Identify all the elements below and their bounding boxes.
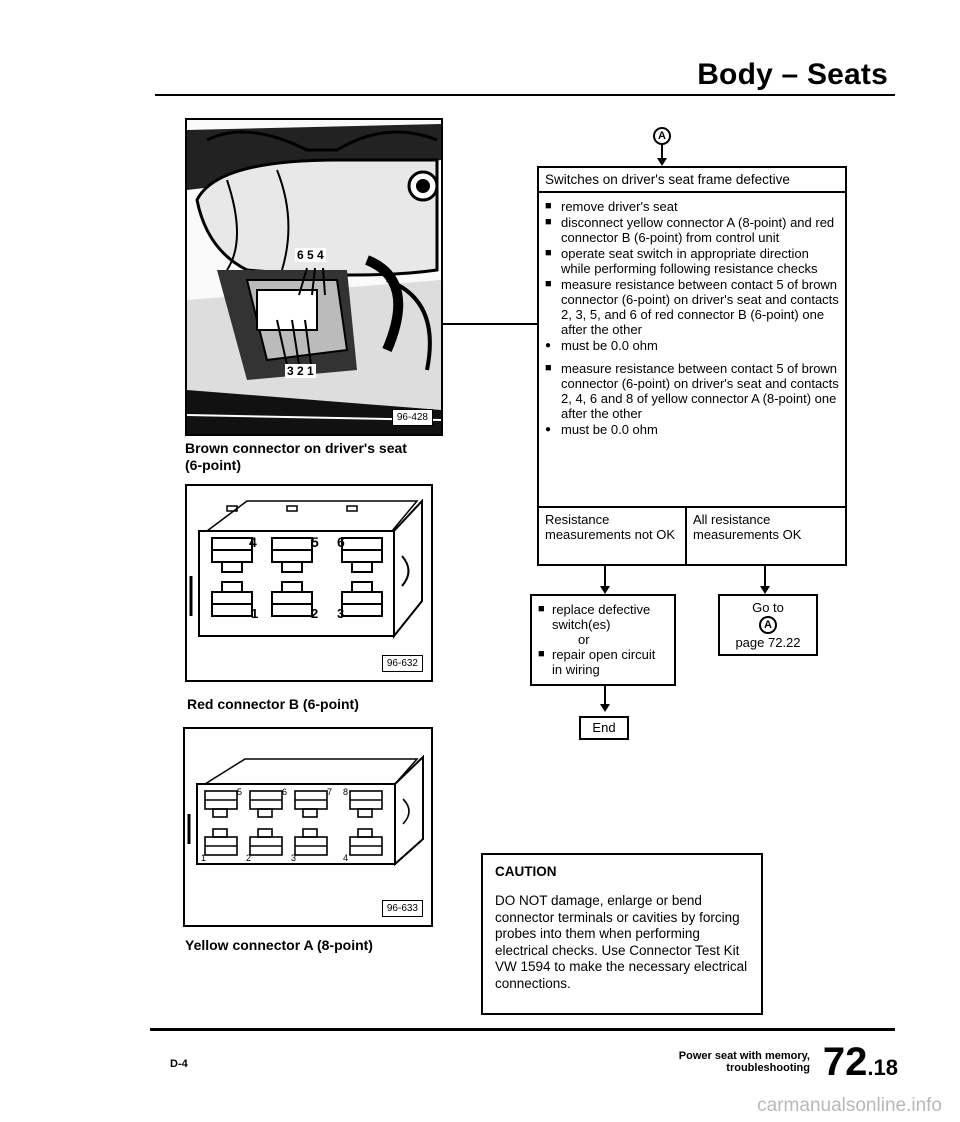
pin-labels-top: 6 5 4 xyxy=(297,248,324,262)
header-rule xyxy=(155,94,895,96)
pin-label: 7 xyxy=(327,787,333,797)
goto-label: Go to xyxy=(752,600,784,615)
goto-box xyxy=(718,594,818,656)
flow-step: ■ operate seat switch in appropriate direction while performing following resistance checks xyxy=(545,246,839,276)
end-box: End xyxy=(579,716,629,740)
footer-code: D-4 xyxy=(170,1058,188,1070)
flow-check-box xyxy=(537,166,847,566)
footer-desc-line: troubleshooting xyxy=(726,1062,810,1074)
action-item-text: replace defective switch(es) xyxy=(552,602,651,632)
figure-caption: Yellow connector A (8-point) xyxy=(185,937,373,953)
flow-connector xyxy=(604,686,606,706)
pin-label: 8 xyxy=(343,787,349,797)
goto-marker: A xyxy=(759,616,777,634)
red-connector-illustration xyxy=(187,486,431,680)
flow-step: ■ remove driver's seat xyxy=(545,199,839,214)
caution-title: CAUTION xyxy=(495,864,557,879)
pin-label: 3 xyxy=(291,853,297,863)
pin-label: 3 xyxy=(337,606,345,621)
flow-start-marker: A xyxy=(653,127,671,145)
flow-connector xyxy=(604,566,606,588)
page-number xyxy=(823,1040,898,1085)
pin-label: 1 xyxy=(201,853,207,863)
flow-connector xyxy=(764,566,766,588)
yellow-connector-illustration xyxy=(185,729,431,925)
flow-step: ■ measure resistance between contact 5 of brown connector (6-point) on driver's seat and contacts 2, 4, 6 and 8 of yellow connector A (8-point) one after the other xyxy=(545,361,839,421)
action-item: ■ replace defective switch(es) xyxy=(538,602,651,632)
footer-description xyxy=(679,1050,810,1074)
action-item-text: repair open circuit in wiring xyxy=(552,647,656,677)
flow-steps xyxy=(539,193,845,437)
flow-arrow xyxy=(600,586,610,594)
pin-label: 6 xyxy=(337,534,345,550)
footer-rule xyxy=(150,1028,895,1031)
page-title: Body – Seats xyxy=(697,58,888,91)
goto-page-link[interactable]: page 72.22 xyxy=(735,635,801,650)
pointer-line xyxy=(443,323,537,325)
pin-label: 5 xyxy=(237,787,243,797)
watermark: carmanualsonline.info xyxy=(757,1095,942,1116)
flow-step: ■ measure resistance between contact 5 of brown connector (6-point) on driver's seat and contacts 2, 3, 5, and 6 of red connector B (6-point) one after the other xyxy=(545,277,839,337)
pin-label: 2 xyxy=(246,853,252,863)
pin-label: 5 xyxy=(311,534,319,550)
connector-photo-illustration xyxy=(187,120,441,434)
flow-arrow xyxy=(600,704,610,712)
figure-code: 96-632 xyxy=(382,655,423,672)
page-number-major: 72 xyxy=(822,1040,868,1084)
result-not-ok-text: Resistance measurements not OK xyxy=(545,512,676,542)
pin-label: 4 xyxy=(343,853,349,863)
figure-caption: Red connector B (6-point) xyxy=(187,696,359,712)
figure-caption: Brown connector on driver's seat (6-point) xyxy=(185,440,407,473)
pin-label: 2 xyxy=(311,606,319,621)
result-ok: All resistance measurements OK xyxy=(693,512,802,542)
pin-label: 4 xyxy=(249,534,257,550)
pin-label: 1 xyxy=(251,606,259,621)
result-not-ok xyxy=(539,508,685,546)
caution-box xyxy=(481,853,763,1015)
flow-substep: ● must be 0.0 ohm xyxy=(545,422,839,437)
page-number-minor: .18 xyxy=(867,1055,898,1080)
caution-text: DO NOT damage, enlarge or bend connector terminals or cavities by forcing probes into them when performing electrical checks. Use Connector Test Kit VW 1594 to make the necessary electrical connections. xyxy=(495,893,748,991)
yellow-connector-diagram xyxy=(183,727,433,927)
flow-substep: ● must be 0.0 ohm xyxy=(545,338,839,353)
pin-labels-bottom: 3 2 1 xyxy=(287,364,314,378)
footer-desc-line: Power seat with memory, xyxy=(678,1050,810,1062)
flow-arrow xyxy=(760,586,770,594)
figure-code: 96-633 xyxy=(382,900,423,917)
action-item: ■ repair open circuit in wiring xyxy=(538,647,656,677)
flow-arrow xyxy=(657,158,667,166)
pin-label: 6 xyxy=(282,787,288,797)
figure-code: 96-428 xyxy=(392,409,433,426)
red-connector-diagram xyxy=(185,484,433,682)
flow-title: Switches on driver's seat frame defective xyxy=(539,168,845,193)
brown-connector-photo xyxy=(185,118,443,436)
flow-step: ■ disconnect yellow connector A (8-point) and red connector B (6-point) from control unit xyxy=(545,215,839,245)
action-box xyxy=(530,594,676,686)
action-or: or xyxy=(578,632,590,647)
